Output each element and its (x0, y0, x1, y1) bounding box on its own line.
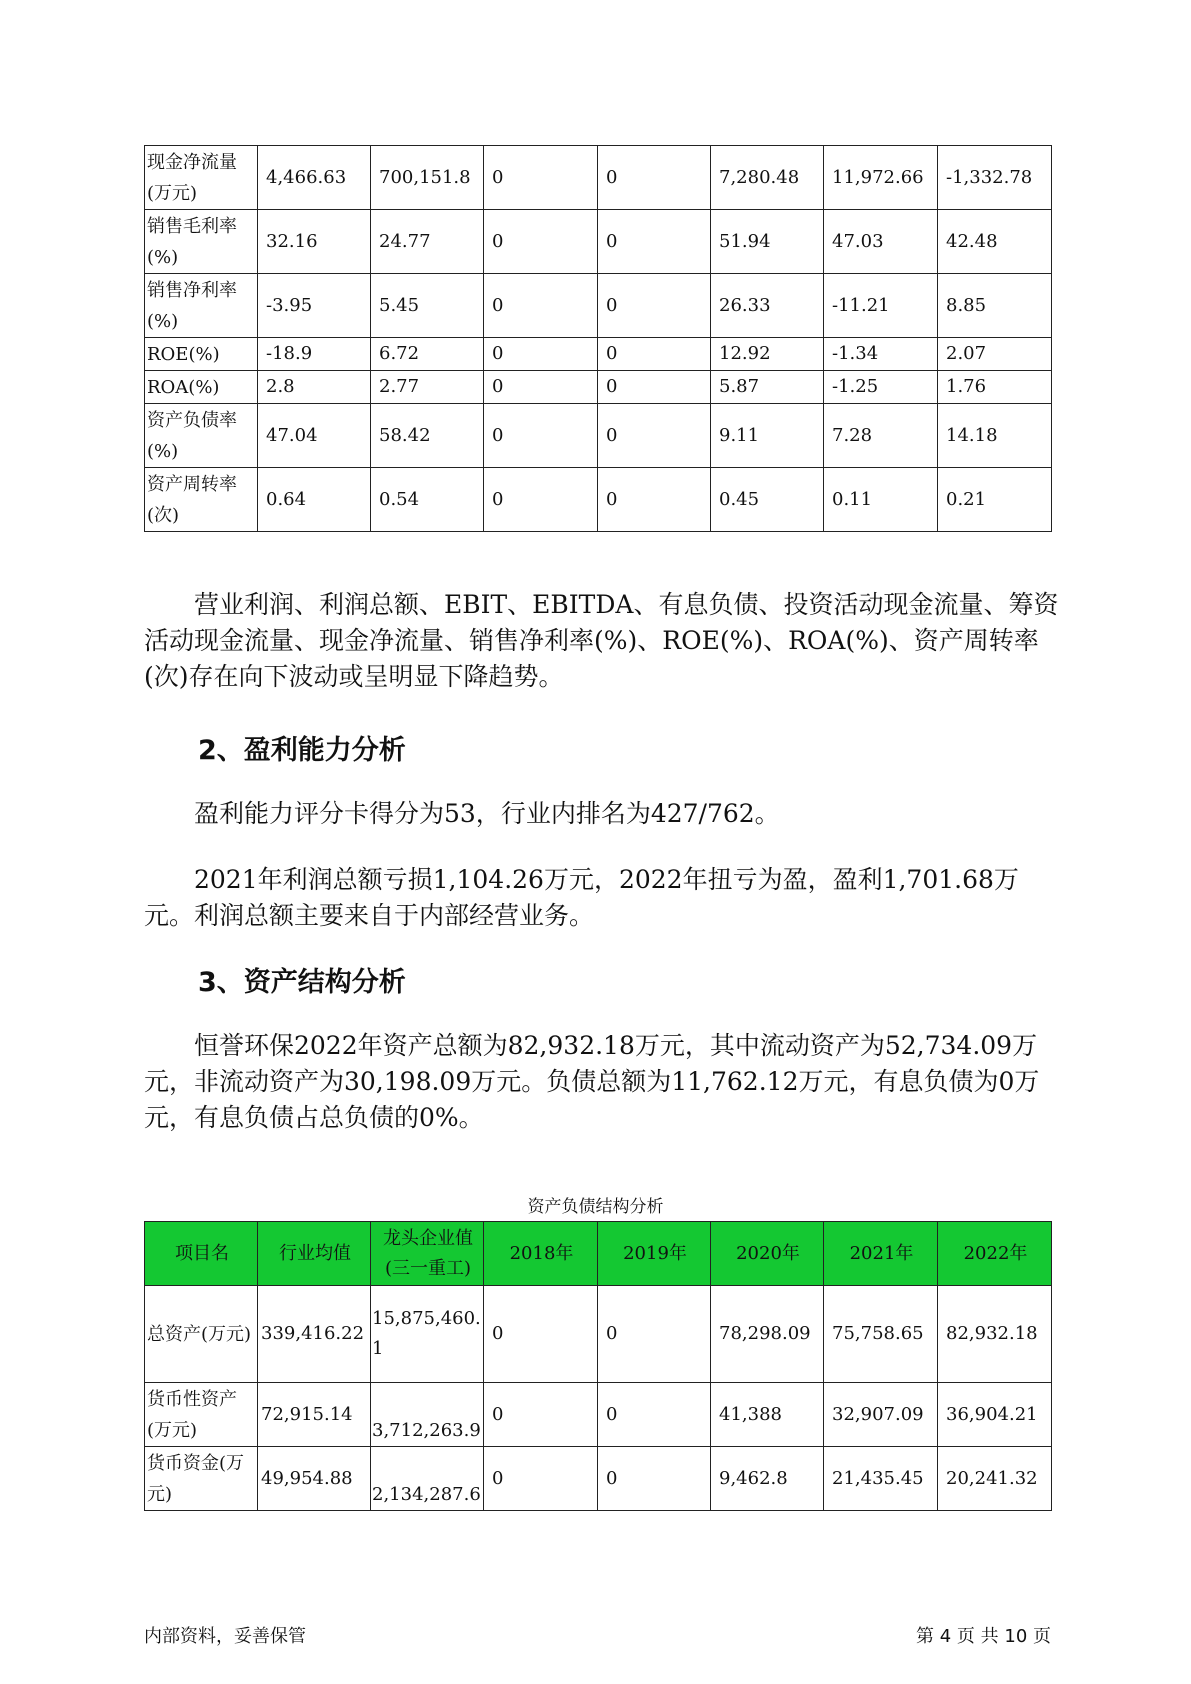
profitability-score-paragraph: 盈利能力评分卡得分为53，行业内排名为427/762。 (194, 799, 780, 828)
table-cell: 0 (598, 146, 711, 210)
table-cell: 0 (598, 210, 711, 274)
table-cell: 51.94 (711, 210, 824, 274)
table-header-row (145, 1222, 1052, 1286)
row-label: 货币性资产(万元) (145, 1383, 258, 1447)
table-cell: -18.9 (258, 338, 371, 371)
table-cell: 0 (484, 146, 598, 210)
table-row (145, 146, 1052, 210)
table-row (145, 1383, 1052, 1447)
table-cell: -1.25 (824, 371, 938, 404)
column-header: 2020年 (711, 1222, 824, 1286)
table-cell: 4,466.63 (258, 146, 371, 210)
table-cell: 0.11 (824, 468, 938, 532)
table-cell: 8.85 (938, 274, 1052, 338)
table-cell: 0 (598, 468, 711, 532)
table-cell: 2.77 (371, 371, 484, 404)
table-cell: 0.54 (371, 468, 484, 532)
row-label: 现金净流量(万元) (145, 146, 258, 210)
table-cell: 6.72 (371, 338, 484, 371)
table-cell: 20,241.32 (938, 1447, 1052, 1511)
table-row (145, 404, 1052, 468)
table-cell: 82,932.18 (938, 1286, 1052, 1383)
table-cell: 7.28 (824, 404, 938, 468)
table-cell: -11.21 (824, 274, 938, 338)
table-cell: 7,280.48 (711, 146, 824, 210)
table-cell: 47.03 (824, 210, 938, 274)
table-cell: 41,388 (711, 1383, 824, 1447)
table-cell: -1.34 (824, 338, 938, 371)
table-cell: 58.42 (371, 404, 484, 468)
page-number: 第 4 页 共 10 页 (916, 1626, 1051, 1647)
row-label: 货币资金(万元) (145, 1447, 258, 1511)
table-cell: 0 (484, 210, 598, 274)
table-cell: 32,907.09 (824, 1383, 938, 1447)
table-row (145, 371, 1052, 404)
table-cell: 0 (484, 1447, 598, 1511)
table-cell: 2,134,287.6 (371, 1447, 484, 1511)
table-cell: 9.11 (711, 404, 824, 468)
column-header: 行业均值 (258, 1222, 371, 1286)
row-label: ROE(%) (145, 338, 258, 371)
column-header: 2019年 (598, 1222, 711, 1286)
table-cell: 339,416.22 (258, 1286, 371, 1383)
section-heading-asset-structure: 3、资产结构分析 (198, 967, 406, 998)
table-cell: 5.45 (371, 274, 484, 338)
table-cell: 0 (598, 1286, 711, 1383)
table-cell: 0 (484, 274, 598, 338)
table-cell: -1,332.78 (938, 146, 1052, 210)
table-cell: 0 (484, 371, 598, 404)
table-cell: 9,462.8 (711, 1447, 824, 1511)
column-header: 项目名 (145, 1222, 258, 1286)
table-cell: 0 (598, 274, 711, 338)
row-label: 总资产(万元) (145, 1286, 258, 1383)
table-cell: 47.04 (258, 404, 371, 468)
table-cell: 0.45 (711, 468, 824, 532)
table-cell: 24.77 (371, 210, 484, 274)
table-cell: 1.76 (938, 371, 1052, 404)
table-cell: 75,758.65 (824, 1286, 938, 1383)
table-cell: 0.64 (258, 468, 371, 532)
table-cell: 700,151.8 (371, 146, 484, 210)
column-header: 龙头企业值(三一重工) (371, 1222, 484, 1286)
asset-structure-paragraph: 恒誉环保2022年资产总额为82,932.18万元，其中流动资产为52,734.09万元，非流动资产为30,198.09万元。负债总额为11,762.12万元，有息负债为0万元，有息负债占总负债的0%。 (144, 1031, 1040, 1132)
table-cell: 3,712,263.9 (371, 1383, 484, 1447)
table-cell: 11,972.66 (824, 146, 938, 210)
table-cell: 0 (598, 1447, 711, 1511)
trend-paragraph: 营业利润、利润总额、EBIT、EBITDA、有息负债、投资活动现金流量、筹资活动现金流量、现金净流量、销售净利率(%)、ROE(%)、ROA(%)、资产周转率(次)存在向下波动或呈明显下降趋势。 (144, 590, 1059, 691)
table-cell: 36,904.21 (938, 1383, 1052, 1447)
table-cell: 15,875,460.1 (371, 1286, 484, 1383)
table-cell: 32.16 (258, 210, 371, 274)
profit-paragraph: 2021年利润总额亏损1,104.26万元，2022年扭亏为盈，盈利1,701.68万元。利润总额主要来自于内部经营业务。 (144, 865, 1019, 930)
table-row (145, 274, 1052, 338)
table-cell: 2.8 (258, 371, 371, 404)
table-cell: 14.18 (938, 404, 1052, 468)
footer-confidential-note: 内部资料，妥善保管 (144, 1626, 306, 1647)
table-cell: 0 (598, 371, 711, 404)
column-header: 2018年 (484, 1222, 598, 1286)
table-cell: 72,915.14 (258, 1383, 371, 1447)
column-header: 2022年 (938, 1222, 1052, 1286)
balance-structure-table (144, 1221, 1052, 1511)
column-header: 2021年 (824, 1222, 938, 1286)
row-label: 资产负债率(%) (145, 404, 258, 468)
table-cell: 0 (484, 1286, 598, 1383)
table-row (145, 468, 1052, 532)
table-cell: 0 (484, 468, 598, 532)
table-cell: 2.07 (938, 338, 1052, 371)
table-cell: 5.87 (711, 371, 824, 404)
table-cell: 0 (484, 1383, 598, 1447)
table-cell: -3.95 (258, 274, 371, 338)
row-label: 销售净利率(%) (145, 274, 258, 338)
table-cell: 21,435.45 (824, 1447, 938, 1511)
table-cell: 26.33 (711, 274, 824, 338)
table-cell: 42.48 (938, 210, 1052, 274)
table-row (145, 1447, 1052, 1511)
table-cell: 0 (598, 404, 711, 468)
table-cell: 0 (598, 1383, 711, 1447)
row-label: ROA(%) (145, 371, 258, 404)
table-cell: 0 (484, 338, 598, 371)
table-row (145, 1286, 1052, 1383)
table-cell: 12.92 (711, 338, 824, 371)
table-cell: 0 (484, 404, 598, 468)
table-cell: 49,954.88 (258, 1447, 371, 1511)
table-cell: 0 (598, 338, 711, 371)
row-label: 销售毛利率(%) (145, 210, 258, 274)
table-row (145, 210, 1052, 274)
table-caption: 资产负债结构分析 (527, 1197, 664, 1217)
table-row (145, 338, 1052, 371)
table-cell: 78,298.09 (711, 1286, 824, 1383)
section-heading-profitability: 2、盈利能力分析 (198, 735, 406, 766)
row-label: 资产周转率(次) (145, 468, 258, 532)
table-cell: 0.21 (938, 468, 1052, 532)
financial-indicators-table (144, 145, 1052, 532)
